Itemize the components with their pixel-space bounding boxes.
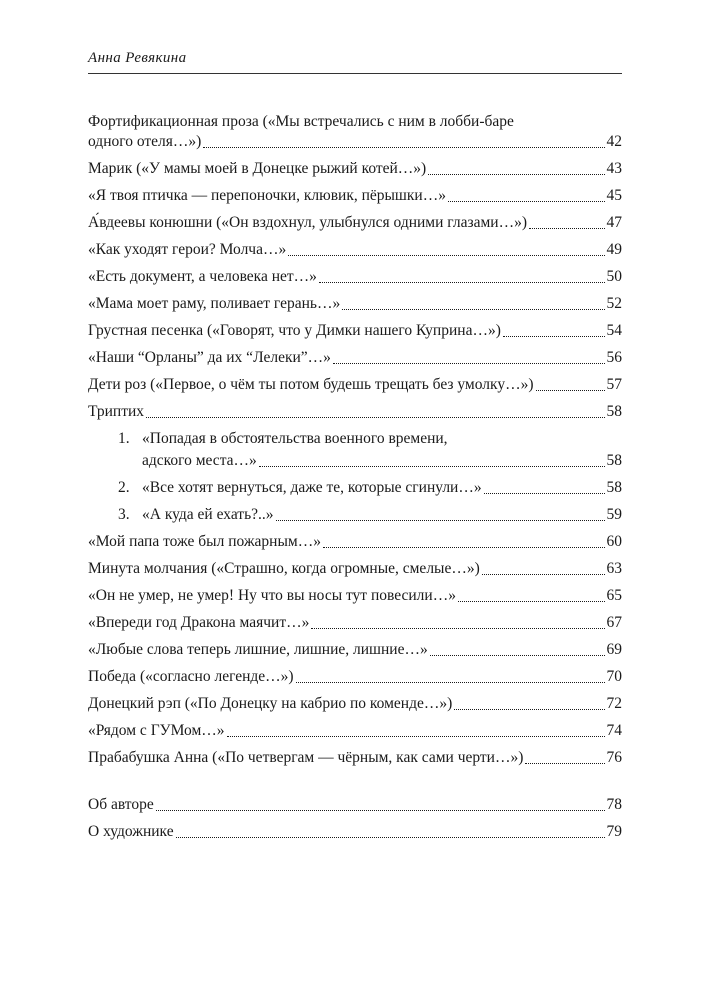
toc-entry-page: 57: [606, 376, 622, 393]
toc-entry: [88, 374, 622, 396]
leader-dots: [276, 520, 605, 521]
toc-entry: [88, 158, 622, 180]
leader-dots: [288, 255, 604, 256]
toc-entry-title: «Любые слова теперь лишние, лишние, лишние…»: [88, 641, 428, 658]
leader-dots: [333, 363, 605, 364]
leader-dots: [529, 228, 605, 229]
toc-entry: [88, 612, 622, 634]
toc-entry-title: «Наши “Орланы” да их “Лелеки”…»: [88, 349, 331, 366]
toc-entry-title: «Мой папа тоже был пожарным…»: [88, 533, 321, 550]
toc-entry-page: 76: [606, 749, 622, 766]
leader-dots: [156, 810, 605, 811]
toc-entry: [88, 531, 622, 553]
toc-entry-title-line1: Фортификационная проза («Мы встречались с ним в лобби-баре: [88, 113, 514, 130]
toc-subentry-title: «Все хотят вернуться, даже те, которые сгинули…»: [142, 479, 482, 496]
leader-dots: [319, 282, 605, 283]
toc-subentry-title: «А куда ей ехать?..»: [142, 506, 274, 523]
toc-entry-page: 56: [606, 349, 622, 366]
toc-entry-title: Об авторе: [88, 796, 154, 813]
toc-entry-title: «Он не умер, не умер! Ну что вы носы тут повесили…»: [88, 587, 456, 604]
toc-entry-page: 59: [606, 506, 622, 523]
toc-entry-page: 65: [606, 587, 622, 604]
toc-subentry: [88, 428, 622, 472]
toc-entry-page: 42: [606, 133, 622, 150]
section-gap: [88, 774, 622, 794]
toc-entry-page: 70: [606, 668, 622, 685]
toc-entry: [88, 794, 622, 816]
toc-entry-page: 50: [606, 268, 622, 285]
toc-entry-page: 60: [606, 533, 622, 550]
leader-dots: [536, 390, 605, 391]
toc-entry-page: 45: [606, 187, 622, 204]
toc-entry: [88, 401, 622, 423]
toc-entry-page: 52: [606, 295, 622, 312]
toc-entry-page: 74: [606, 722, 622, 739]
leader-dots: [146, 417, 604, 418]
toc-entry-page: 69: [606, 641, 622, 658]
toc-entry: [88, 212, 622, 234]
toc-entry-page: 58: [606, 403, 622, 420]
toc-entry: [88, 639, 622, 661]
leader-dots: [203, 147, 604, 148]
toc-entry-page: 49: [606, 241, 622, 258]
toc-entry-title: «Рядом с ГУМом…»: [88, 722, 225, 739]
leader-dots: [454, 709, 604, 710]
toc-entry-page: 79: [606, 823, 622, 840]
toc-entry-title: О художнике: [88, 823, 174, 840]
toc-entry-title-line2: одного отеля…»): [88, 133, 202, 150]
toc-entry: [88, 585, 622, 607]
toc-entry-title: Грустная песенка («Говорят, что у Димки нашего Куприна…»): [88, 322, 501, 339]
toc-entry-page: 78: [606, 796, 622, 813]
toc-entry: [88, 113, 622, 153]
leader-dots: [311, 628, 604, 629]
toc-entry-page: 72: [606, 695, 622, 712]
table-of-contents: [88, 113, 622, 848]
toc-entry-title: «Есть документ, а человека нет…»: [88, 268, 317, 285]
leader-dots: [323, 547, 605, 548]
toc-entry-title: Дети роз («Первое, о чём ты потом будешь трещать без умолку…»): [88, 376, 534, 393]
toc-entry: [88, 293, 622, 315]
leader-dots: [503, 336, 605, 337]
toc-entry-title: «Впереди год Дракона маячит…»: [88, 614, 310, 631]
toc-subentry-title-line2: адского места…»: [142, 452, 257, 469]
subentry-number: 2.: [118, 479, 130, 496]
leader-dots: [296, 682, 605, 683]
leader-dots: [342, 309, 604, 310]
toc-subentry-title-line1: «Попадая в обстоятельства военного времени,: [142, 430, 448, 447]
toc-entry: [88, 666, 622, 688]
toc-entry-page: 58: [606, 452, 622, 469]
toc-entry-title: Донецкий рэп («По Донецку на кабрио по коменде…»): [88, 695, 453, 712]
toc-entry: [88, 821, 622, 843]
subentry-number: 1.: [118, 430, 130, 447]
toc-entry-title: «Я твоя птичка — перепоночки, клювик, пёрышки…»: [88, 187, 446, 204]
toc-entry: [88, 747, 622, 769]
toc-entry-title: Минута молчания («Страшно, когда огромные, смелые…»): [88, 560, 480, 577]
toc-entry-page: 63: [606, 560, 622, 577]
leader-dots: [428, 174, 604, 175]
leader-dots: [484, 493, 605, 494]
toc-entry: [88, 558, 622, 580]
leader-dots: [525, 763, 604, 764]
toc-entry-title: Победа («согласно легенде…»): [88, 668, 294, 685]
leader-dots: [259, 466, 605, 467]
leader-dots: [448, 201, 605, 202]
toc-entry-page: 58: [606, 479, 622, 496]
header-rule: [88, 73, 622, 74]
toc-entry-page: 47: [606, 214, 622, 231]
subentry-number: 3.: [118, 506, 130, 523]
toc-entry-title: «Мама моет раму, поливает герань…»: [88, 295, 341, 312]
toc-entry-title: Марик («У мамы моей в Донецке рыжий котей…»): [88, 160, 427, 177]
toc-entry: [88, 185, 622, 207]
toc-subentry: [88, 504, 622, 526]
toc-entry: [88, 347, 622, 369]
leader-dots: [482, 574, 605, 575]
leader-dots: [458, 601, 605, 602]
toc-entry: [88, 320, 622, 342]
toc-entry-title: А́вдеевы конюшни («Он вздохнул, улыбнулся одними глазами…»): [88, 214, 527, 231]
running-head: Анна Ревякина: [88, 50, 187, 66]
toc-entry-title: «Как уходят герои? Молча…»: [88, 241, 287, 258]
leader-dots: [430, 655, 605, 656]
toc-entry-page: 43: [606, 160, 622, 177]
toc-entry-page: 67: [606, 614, 622, 631]
toc-entry: [88, 693, 622, 715]
toc-entry: [88, 720, 622, 742]
toc-entry: [88, 266, 622, 288]
toc-entry: [88, 239, 622, 261]
toc-subentry: [88, 477, 622, 499]
leader-dots: [227, 736, 605, 737]
toc-entry-page: 54: [606, 322, 622, 339]
leader-dots: [176, 837, 605, 838]
toc-entry-title: Триптих: [88, 403, 145, 420]
toc-entry-title: Прабабушка Анна («По четвергам — чёрным, как сами черти…»): [88, 749, 524, 766]
